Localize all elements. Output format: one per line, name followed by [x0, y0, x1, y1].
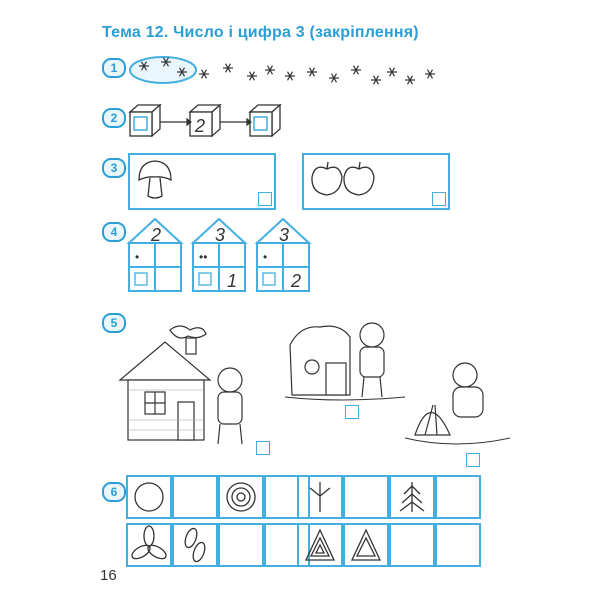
- task2-cube-digit: 2: [195, 116, 206, 136]
- house-answer-box[interactable]: [135, 273, 147, 285]
- house-roof-number: 3: [279, 225, 290, 245]
- task-number-3: 3: [102, 158, 126, 178]
- task4-houses: [125, 215, 325, 295]
- task5-answer-box-1[interactable]: [256, 441, 270, 455]
- snowflake-icon: [285, 72, 295, 81]
- house-answer-number: 2: [291, 271, 302, 291]
- task-number-5: 5: [102, 313, 126, 333]
- mushroom-icon: [135, 158, 175, 203]
- page-number: 16: [100, 567, 117, 584]
- house-answer-box[interactable]: [263, 273, 275, 285]
- task5-straw-house-scene: [110, 320, 250, 450]
- apple-icon: [307, 159, 387, 204]
- snowflake-icon: [387, 68, 397, 77]
- task5-answer-box-3[interactable]: [466, 453, 480, 467]
- triangle-icon: [352, 530, 380, 560]
- branch-icon: [310, 482, 330, 512]
- three-petal-flower-icon: [130, 526, 168, 561]
- task3-answer-box-1[interactable]: [258, 192, 272, 206]
- task2-cube-chain: [125, 102, 305, 142]
- task5-brick-house-scene: [405, 350, 515, 450]
- house-dots: •: [135, 250, 140, 264]
- task5-answer-box-2[interactable]: [345, 405, 359, 419]
- circle-shape-icon: [135, 483, 163, 511]
- snowflake-icon: [329, 74, 339, 83]
- task6-left-grid: [127, 476, 317, 570]
- house-roof-number: 2: [151, 225, 162, 245]
- task5-wood-house-scene: [280, 305, 410, 405]
- house-answer-number: 1: [227, 271, 238, 291]
- snowflake-icon: [371, 76, 381, 85]
- snowflake-icon: [161, 58, 171, 67]
- concentric-circles-icon: [227, 483, 255, 511]
- snowflake-icon: [425, 70, 435, 79]
- snowflake-icon: [199, 70, 209, 79]
- snowflake-icon: [351, 66, 361, 75]
- task-number-4: 4: [102, 222, 126, 242]
- snowflake-icon: [223, 64, 233, 73]
- task3-answer-box-2[interactable]: [432, 192, 446, 206]
- snowflake-icon: [247, 72, 257, 81]
- house-dots: •: [263, 250, 268, 264]
- snowflake-icon: [139, 62, 149, 71]
- house-roof-number: 3: [215, 225, 226, 245]
- task6-right-grid: [298, 476, 488, 570]
- page-title: Тема 12. Число і цифра 3 (закріплення): [102, 24, 419, 41]
- snowflake-icon: [265, 66, 275, 75]
- task-number-6: 6: [102, 482, 126, 502]
- house-dots: ••: [199, 250, 208, 264]
- double-triangle-icon: [306, 530, 334, 560]
- task-number-1: 1: [102, 58, 126, 78]
- task-number-2: 2: [102, 108, 126, 128]
- house-answer-box[interactable]: [199, 273, 211, 285]
- snowflake-icon: [307, 68, 317, 77]
- snowflake-icon: [405, 76, 415, 85]
- task1-snowflakes: [130, 52, 570, 102]
- two-petal-flower-icon: [183, 527, 207, 563]
- fir-tree-icon: [400, 482, 424, 512]
- snowflake-icon: [177, 68, 187, 77]
